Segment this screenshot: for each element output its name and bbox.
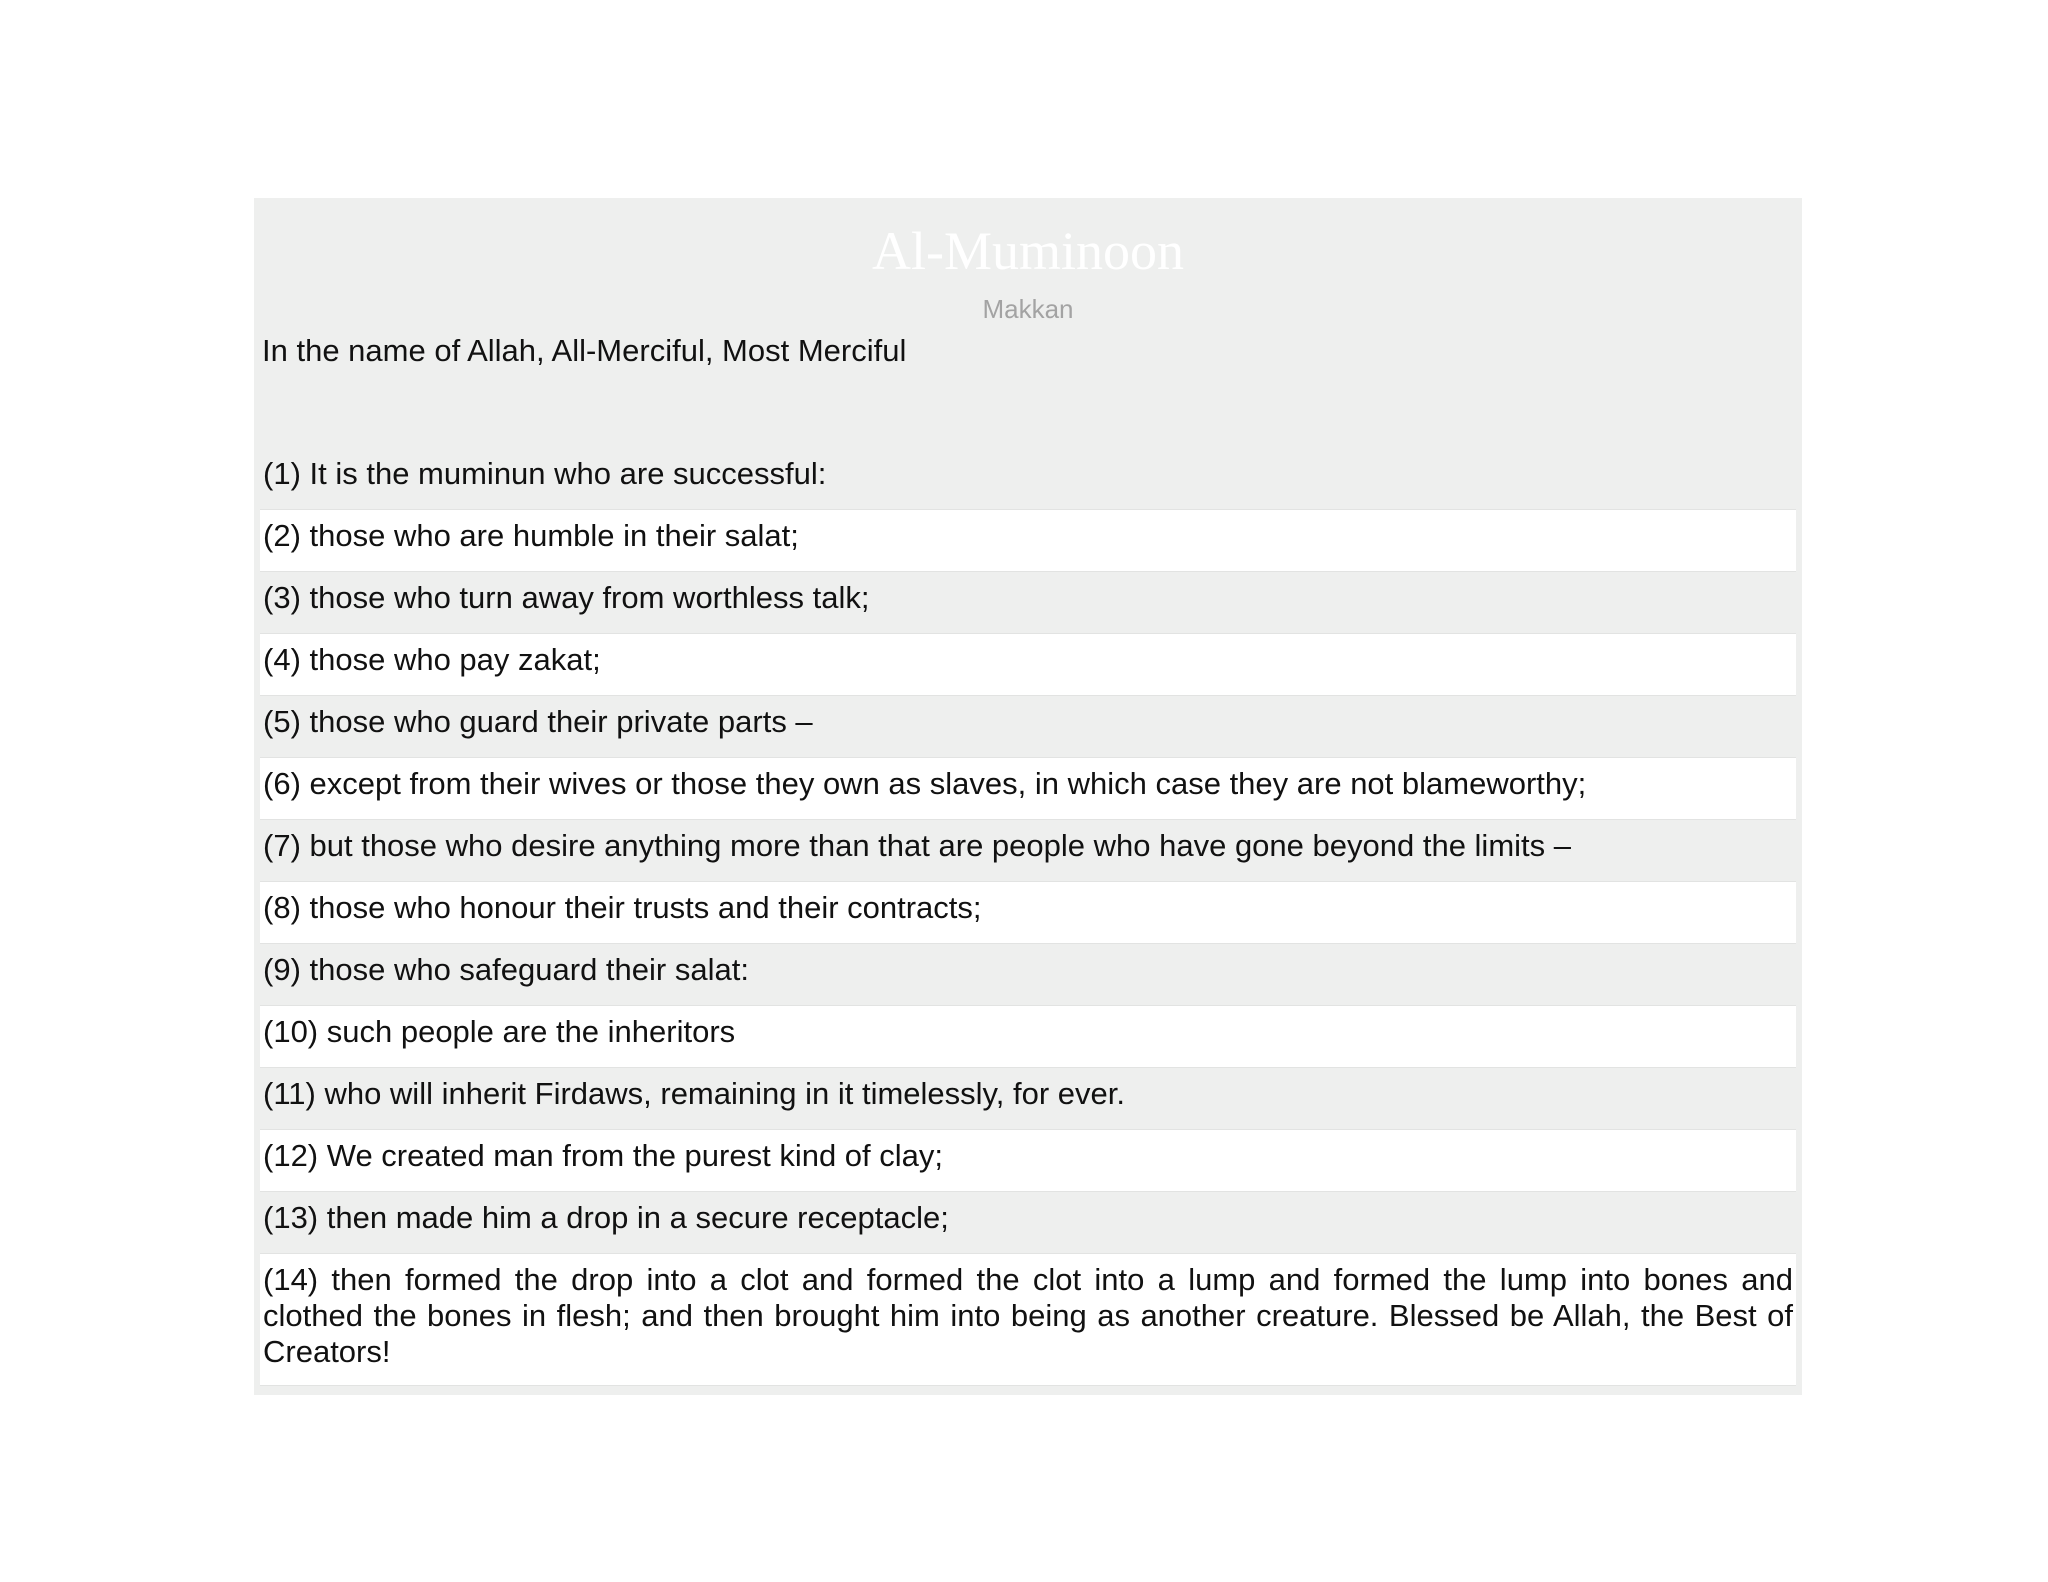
verse-13: (13) then made him a drop in a secure receptacle; xyxy=(260,1192,1796,1254)
surah-title: Al-Muminoon xyxy=(871,221,1184,281)
verse-6: (6) except from their wives or those they own as slaves, in which case they are not blameworthy; xyxy=(260,758,1796,820)
surah-type: Makkan xyxy=(982,294,1074,324)
verse-3: (3) those who turn away from worthless talk; xyxy=(260,572,1796,634)
verse-11: (11) who will inherit Firdaws, remaining in it timelessly, for ever. xyxy=(260,1068,1796,1130)
verse-2: (2) those who are humble in their salat; xyxy=(260,510,1796,572)
surah-panel xyxy=(254,198,1802,1395)
verse-8: (8) those who honour their trusts and their contracts; xyxy=(260,882,1796,944)
verse-7: (7) but those who desire anything more than that are people who have gone beyond the limits – xyxy=(260,820,1796,882)
verse-4: (4) those who pay zakat; xyxy=(260,634,1796,696)
basmala: In the name of Allah, All-Merciful, Most Merciful xyxy=(262,333,907,368)
verse-12: (12) We created man from the purest kind of clay; xyxy=(260,1130,1796,1192)
verse-list xyxy=(260,448,1796,1386)
verse-9: (9) those who safeguard their salat: xyxy=(260,944,1796,1006)
verse-14: (14) then formed the drop into a clot and formed the clot into a lump and formed the lump into bones and clothed the bones in flesh; and then brought him into being as another creature. Blessed be Allah, the Best of Creators! xyxy=(260,1254,1796,1386)
verse-10: (10) such people are the inheritors xyxy=(260,1006,1796,1068)
verse-1: (1) It is the muminun who are successful: xyxy=(260,448,1796,510)
verse-5: (5) those who guard their private parts – xyxy=(260,696,1796,758)
